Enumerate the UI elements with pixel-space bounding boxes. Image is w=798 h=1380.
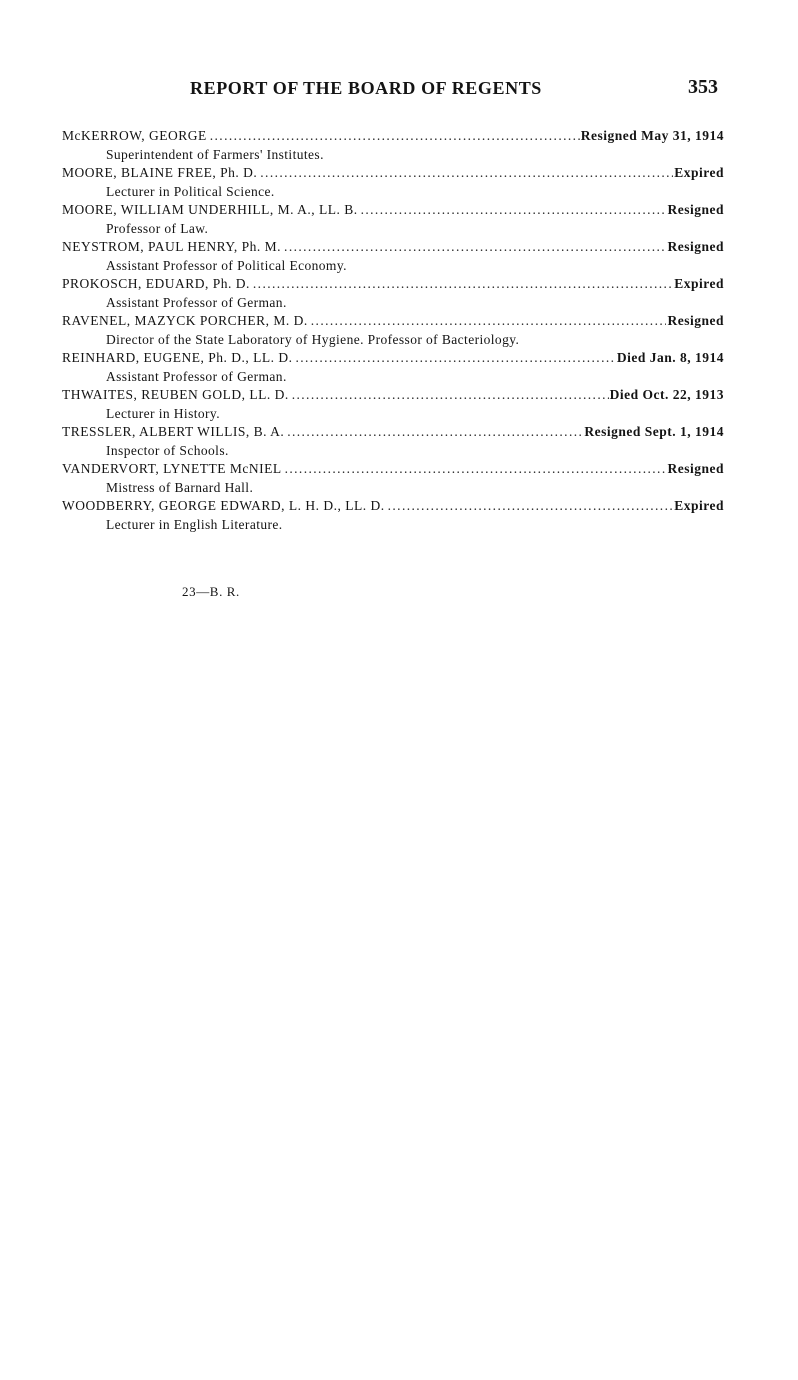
entry-position: Mistress of Barnard Hall. [106,480,254,495]
dot-leader [292,387,609,403]
entry-status: Resigned [667,313,724,328]
entry-status: Expired [674,498,724,513]
regents-list [62,128,724,535]
list-item [62,498,724,535]
entry-name: MOORE, BLAINE FREE, Ph. D. [62,165,258,180]
entry-name: WOODBERRY, GEORGE EDWARD, L. H. D., LL. D. [62,498,385,513]
list-item [62,202,724,239]
entry-name-line [62,424,724,443]
dot-leader [311,313,667,329]
entry-status: Resigned May 31, 1914 [580,128,724,143]
list-item [62,239,724,276]
entry-status: Died Oct. 22, 1913 [609,387,724,402]
dot-leader [260,165,673,181]
entry-name-line [62,276,724,295]
page-header [62,78,722,102]
dot-leader [285,461,667,477]
entry-position: Professor of Law. [106,221,209,236]
entry-position: Lecturer in English Literature. [106,517,283,532]
entry-name-line [62,128,724,147]
entry-name-line [62,202,724,221]
list-item [62,387,724,424]
entry-position: Superintendent of Farmers' Institutes. [106,147,324,162]
dot-leader [361,202,667,218]
entry-name: TRESSLER, ALBERT WILLIS, B. A. [62,424,285,439]
entry-position: Inspector of Schools. [106,443,229,458]
dot-leader [287,424,583,440]
entry-name-line [62,313,724,332]
entry-name-line [62,387,724,406]
entry-name: VANDERVORT, LYNETTE McNIEL [62,461,282,476]
entry-status: Expired [674,276,724,291]
entry-name-line [62,461,724,480]
entry-name: RAVENEL, MAZYCK PORCHER, M. D. [62,313,308,328]
entry-position: Lecturer in Political Science. [106,184,275,199]
entry-position: Assistant Professor of German. [106,369,287,384]
entry-position: Assistant Professor of German. [106,295,287,310]
running-title: REPORT OF THE BOARD OF REGENTS [190,78,542,98]
entry-name-line [62,350,724,369]
entry-position: Assistant Professor of Political Economy. [106,258,347,273]
entry-status: Died Jan. 8, 1914 [616,350,724,365]
entry-status: Resigned [667,202,724,217]
dot-leader [388,498,674,514]
list-item [62,461,724,498]
list-item [62,350,724,387]
entry-name-line [62,239,724,258]
entry-name: McKERROW, GEORGE [62,128,207,143]
entry-status: Resigned [667,239,724,254]
entry-name-line [62,165,724,184]
entry-status: Resigned [667,461,724,476]
entry-status: Expired [674,165,724,180]
entry-position: Director of the State Laboratory of Hygiene. Professor of Bacteriology. [106,332,520,347]
signature-mark: 23—B. R. [182,584,240,599]
dot-leader [284,239,666,255]
entry-name: PROKOSCH, EDUARD, Ph. D. [62,276,250,291]
list-item [62,313,724,350]
entry-status: Resigned Sept. 1, 1914 [584,424,724,439]
entry-name: THWAITES, REUBEN GOLD, LL. D. [62,387,289,402]
dot-leader [295,350,615,366]
list-item [62,424,724,461]
page-number: 353 [688,76,718,98]
entry-name: NEYSTROM, PAUL HENRY, Ph. M. [62,239,282,254]
list-item [62,165,724,202]
list-item [62,276,724,313]
entry-name: REINHARD, EUGENE, Ph. D., LL. D. [62,350,293,365]
entry-name-line [62,498,724,517]
entry-name: MOORE, WILLIAM UNDERHILL, M. A., LL. B. [62,202,358,217]
entry-position: Lecturer in History. [106,406,220,421]
list-item [62,128,724,165]
dot-leader [210,128,580,144]
dot-leader [253,276,673,292]
